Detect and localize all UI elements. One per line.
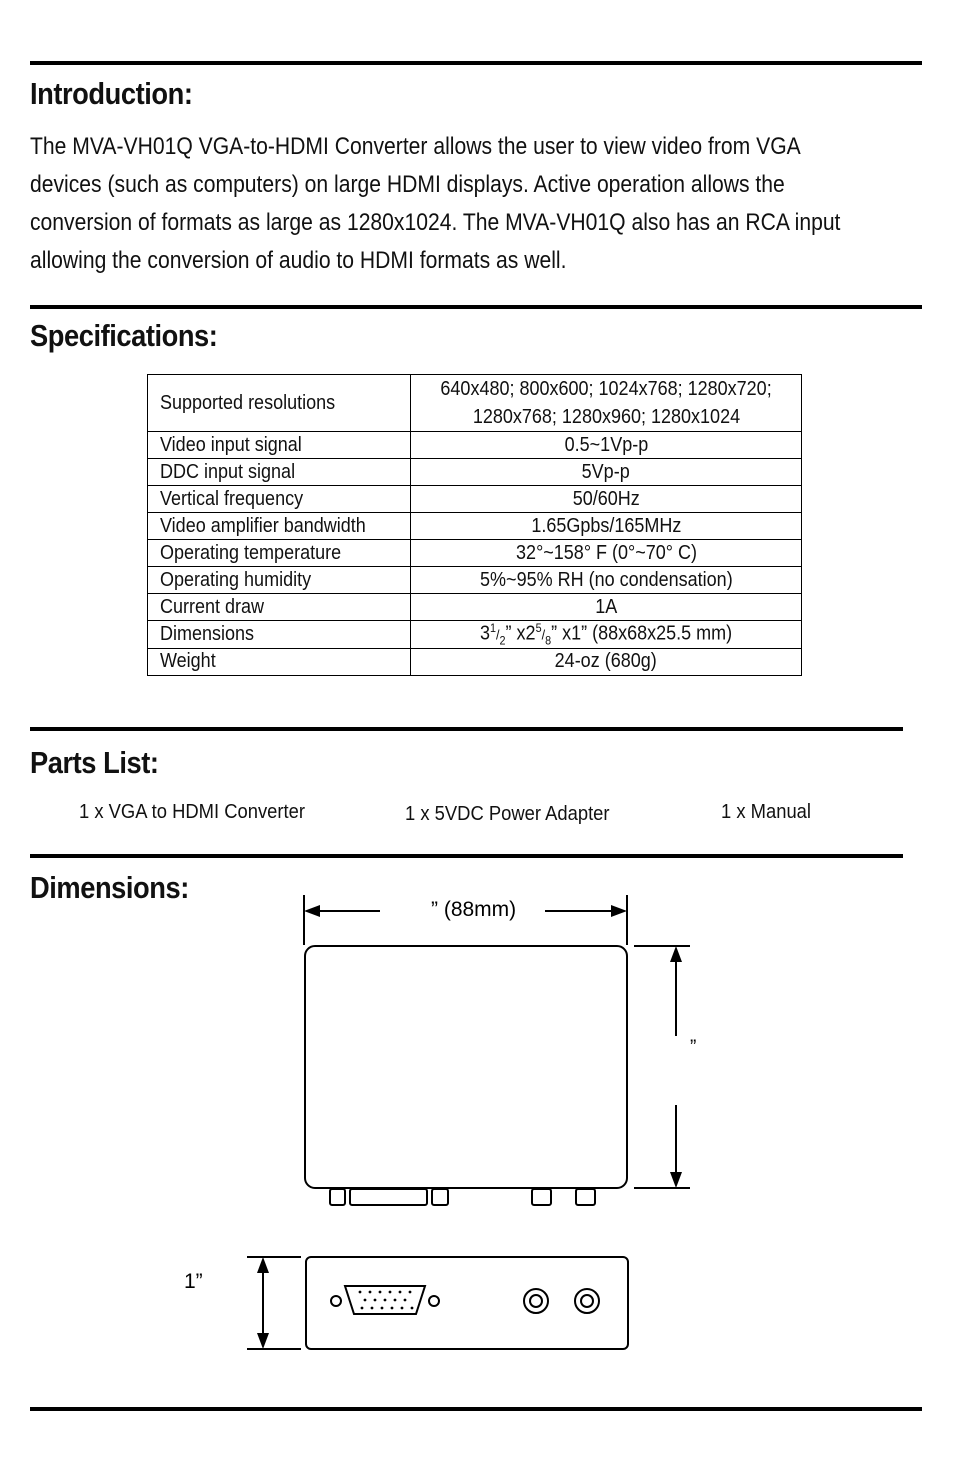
- spec-label: Video amplifier bandwidth: [160, 514, 366, 537]
- vga-connector-body: [350, 1189, 427, 1205]
- device-front-view: [306, 1257, 628, 1349]
- spec-value: 1.65Gpbs/165MHz: [530, 514, 682, 537]
- spec-value: 32°~158° F (0°~70° C): [515, 541, 697, 564]
- spec-label: Current draw: [160, 595, 265, 618]
- connector-tab: [432, 1189, 448, 1205]
- vga-screw-right: [429, 1296, 439, 1306]
- section-rule-bottom: [30, 1407, 922, 1411]
- dimensions-heading: Dimensions:: [30, 870, 189, 905]
- parts-list-heading: Parts List:: [30, 745, 159, 780]
- device-top-view: [305, 946, 627, 1188]
- specifications-heading: Specifications:: [30, 318, 218, 353]
- width-arrowhead-right: [611, 905, 627, 917]
- spec-label: Dimensions: [160, 622, 255, 645]
- rca-jack-right-outer: [575, 1289, 599, 1313]
- rca-jack-right-inner: [581, 1295, 593, 1307]
- height-arrowhead-top: [257, 1257, 269, 1273]
- spec-value-dimensions: $3^1/_2$” $x2^5/_8$” x1” (88x68x25.5 mm): [479, 621, 733, 648]
- width-arrowhead-left: [304, 905, 320, 917]
- spec-value: 1A: [594, 595, 618, 618]
- spec-value-continued: 1280x768; 1280x960; 1280x1024: [472, 406, 740, 428]
- rca-jack-stub: [532, 1189, 551, 1205]
- spec-label: Operating temperature: [160, 541, 342, 564]
- spec-value: 50/60Hz: [572, 487, 640, 510]
- introduction-body: The MVA-VH01Q VGA-to-HDMI Converter allows the user to view video from VGA devices (such as computers) on large HDMI displays. Active operation allows the conversion of formats as large as 1280x1024. The MVA-VH01Q also has an RCA input allowing the conversion of audio to HDMI formats as well.: [30, 133, 841, 274]
- spec-value: 0.5~1Vp-p: [564, 433, 648, 456]
- rca-jack-left-inner: [530, 1295, 542, 1307]
- height-label: 1”: [184, 1270, 203, 1293]
- depth-label: ”: [690, 1037, 697, 1058]
- spec-label: Weight: [160, 650, 216, 673]
- spec-value: 5Vp-p: [581, 460, 631, 483]
- vga-screw-left: [331, 1296, 341, 1306]
- spec-value: 640x480; 800x600; 1024x768; 1280x720;: [440, 378, 772, 400]
- depth-arrowhead-bottom: [670, 1172, 682, 1188]
- part-item: 1 x VGA to HDMI Converter: [79, 801, 305, 823]
- spec-label: Supported resolutions: [160, 391, 336, 414]
- rca-jack-stub: [576, 1189, 595, 1205]
- depth-arrowhead-top: [670, 946, 682, 962]
- spec-label: DDC input signal: [160, 460, 296, 483]
- width-label: ” (88mm): [431, 898, 517, 921]
- height-arrowhead-bottom: [257, 1333, 269, 1349]
- spec-label: Video input signal: [160, 433, 302, 456]
- spec-label: Operating humidity: [160, 568, 312, 591]
- part-item: 1 x Manual: [721, 801, 812, 823]
- rca-jack-left-outer: [524, 1289, 548, 1313]
- spec-value: 5%~95% RH (no condensation): [479, 568, 733, 591]
- spec-value: 24-oz (680g): [554, 650, 658, 673]
- connector-tab: [330, 1189, 345, 1205]
- introduction-heading: Introduction:: [30, 76, 193, 111]
- vga-pins: [359, 1291, 414, 1310]
- spec-label: Vertical frequency: [160, 487, 304, 510]
- part-item: 1 x 5VDC Power Adapter: [405, 803, 610, 825]
